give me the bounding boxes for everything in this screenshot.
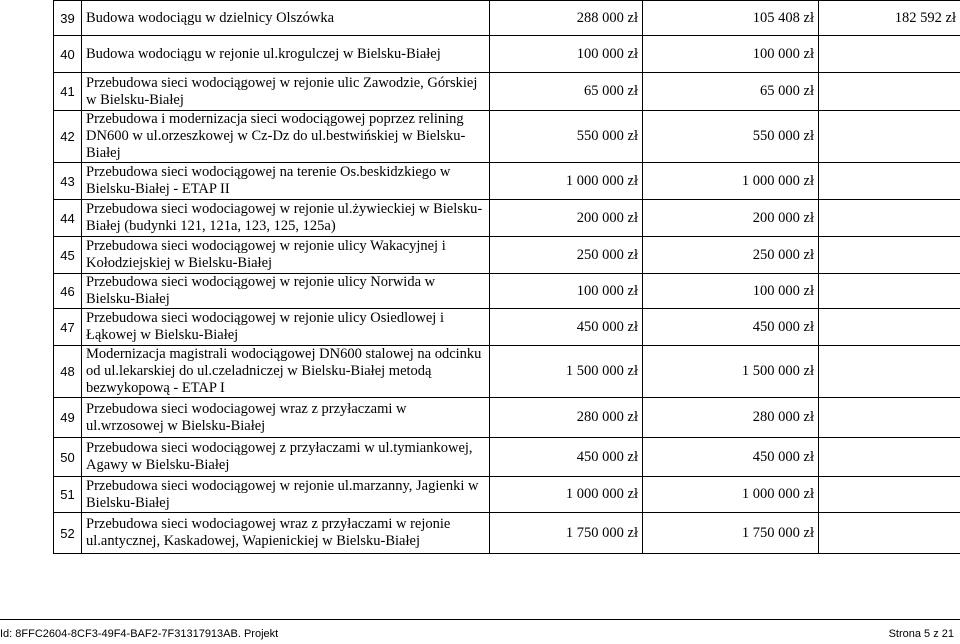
amount-total: 250 000 zł [490, 237, 643, 274]
task-name: Przebudowa sieci wodociągowej w rejonie ul.marzanny, Jagienki w Bielsku-Białej [82, 477, 490, 513]
amount-remaining [819, 274, 960, 309]
amount-planned: 65 000 zł [643, 73, 819, 111]
task-name: Przebudowa sieci wodociągowej w rejonie ulicy Norwida w Bielsku-Białej [82, 274, 490, 309]
task-name: Przebudowa sieci wodociagowej w rejonie ul.żywieckiej w Bielsku-Białej (budynki 121, 121a, 123, 125, 125a) [82, 200, 490, 237]
table-row [54, 346, 960, 398]
amount-total: 280 000 zł [490, 398, 643, 438]
amount-total: 450 000 zł [490, 438, 643, 477]
amount-planned: 280 000 zł [643, 398, 819, 438]
row-number: 43 [54, 163, 82, 200]
task-name: Przebudowa sieci wodociagowej wraz z przyłaczami w rejonie ul.antycznej, Kaskadowej, Wapienickiej w Bielsku-Białej [82, 513, 490, 554]
amount-remaining [819, 200, 960, 237]
amount-planned: 250 000 zł [643, 237, 819, 274]
budget-table-body [54, 1, 960, 554]
row-number: 48 [54, 346, 82, 398]
amount-remaining [819, 237, 960, 274]
task-name: Przebudowa sieci wodociągowej w rejonie ulicy Wakacyjnej i Kołodziejskiej w Bielsku-Białej [82, 237, 490, 274]
amount-planned: 105 408 zł [643, 1, 819, 36]
task-name: Przebudowa sieci wodociągowej na terenie Os.beskidzkiego w Bielsku-Białej - ETAP II [82, 163, 490, 200]
amount-planned: 1 500 000 zł [643, 346, 819, 398]
row-number: 40 [54, 36, 82, 73]
amount-planned: 100 000 zł [643, 36, 819, 73]
table-row [54, 36, 960, 73]
table-row [54, 200, 960, 237]
task-name: Modernizacja magistrali wodociągowej DN600 stalowej na odcinku od ul.lekarskiej do ul.czeladniczej w Bielsku-Białej metodą bezwykopową - ETAP I [82, 346, 490, 398]
document-id: Id: 8FFC2604-8CF3-49F4-BAF2-7F31317913AB. Projekt [0, 628, 278, 640]
amount-total: 65 000 zł [490, 73, 643, 111]
amount-remaining [819, 111, 960, 163]
amount-planned: 450 000 zł [643, 438, 819, 477]
page-footer [0, 619, 960, 644]
amount-remaining [819, 398, 960, 438]
amount-total: 200 000 zł [490, 200, 643, 237]
task-name: Przebudowa i modernizacja sieci wodociągowej poprzez relining DN600 w ul.orzeszkowej w Cz-Dz do ul.bestwińskiej w Bielsku-Białej [82, 111, 490, 163]
amount-total: 1 750 000 zł [490, 513, 643, 554]
row-number: 50 [54, 438, 82, 477]
amount-planned: 100 000 zł [643, 274, 819, 309]
table-row [54, 163, 960, 200]
amount-remaining [819, 163, 960, 200]
row-number: 44 [54, 200, 82, 237]
row-number: 45 [54, 237, 82, 274]
amount-remaining [819, 73, 960, 111]
amount-remaining: 182 592 zł [819, 1, 960, 36]
amount-total: 550 000 zł [490, 111, 643, 163]
task-name: Budowa wodociągu w rejonie ul.krogulczej w Bielsku-Białej [82, 36, 490, 73]
table-row [54, 513, 960, 554]
row-number: 52 [54, 513, 82, 554]
table-row [54, 73, 960, 111]
amount-remaining [819, 513, 960, 554]
table-row [54, 398, 960, 438]
table-row [54, 1, 960, 36]
amount-total: 288 000 zł [490, 1, 643, 36]
amount-planned: 200 000 zł [643, 200, 819, 237]
amount-remaining [819, 36, 960, 73]
task-name: Budowa wodociągu w dzielnicy Olszówka [82, 1, 490, 36]
amount-planned: 1 750 000 zł [643, 513, 819, 554]
task-name: Przebudowa sieci wodociągowej w rejonie ulic Zawodzie, Górskiej w Bielsku-Białej [82, 73, 490, 111]
amount-planned: 1 000 000 zł [643, 477, 819, 513]
amount-remaining [819, 346, 960, 398]
amount-remaining [819, 438, 960, 477]
amount-total: 1 000 000 zł [490, 477, 643, 513]
row-number: 49 [54, 398, 82, 438]
amount-total: 450 000 zł [490, 309, 643, 346]
table-row [54, 111, 960, 163]
row-number: 42 [54, 111, 82, 163]
amount-total: 1 000 000 zł [490, 163, 643, 200]
amount-planned: 1 000 000 zł [643, 163, 819, 200]
table-row [54, 477, 960, 513]
table-row [54, 237, 960, 274]
task-name: Przebudowa sieci wodociagowej wraz z przyłaczami w ul.wrzosowej w Bielsku-Białej [82, 398, 490, 438]
amount-remaining [819, 477, 960, 513]
amount-remaining [819, 309, 960, 346]
table-row [54, 438, 960, 477]
amount-total: 100 000 zł [490, 274, 643, 309]
row-number: 41 [54, 73, 82, 111]
row-number: 39 [54, 1, 82, 36]
table-row [54, 309, 960, 346]
table-row [54, 274, 960, 309]
page-number: Strona 5 z 21 [889, 628, 954, 640]
amount-total: 100 000 zł [490, 36, 643, 73]
amount-total: 1 500 000 zł [490, 346, 643, 398]
row-number: 47 [54, 309, 82, 346]
amount-planned: 450 000 zł [643, 309, 819, 346]
row-number: 51 [54, 477, 82, 513]
budget-table [53, 0, 960, 554]
task-name: Przebudowa sieci wodociągowej w rejonie ulicy Osiedlowej i Łąkowej w Bielsku-Białej [82, 309, 490, 346]
row-number: 46 [54, 274, 82, 309]
amount-planned: 550 000 zł [643, 111, 819, 163]
task-name: Przebudowa sieci wodociągowej z przyłaczami w ul.tymiankowej, Agawy w Bielsku-Białej [82, 438, 490, 477]
